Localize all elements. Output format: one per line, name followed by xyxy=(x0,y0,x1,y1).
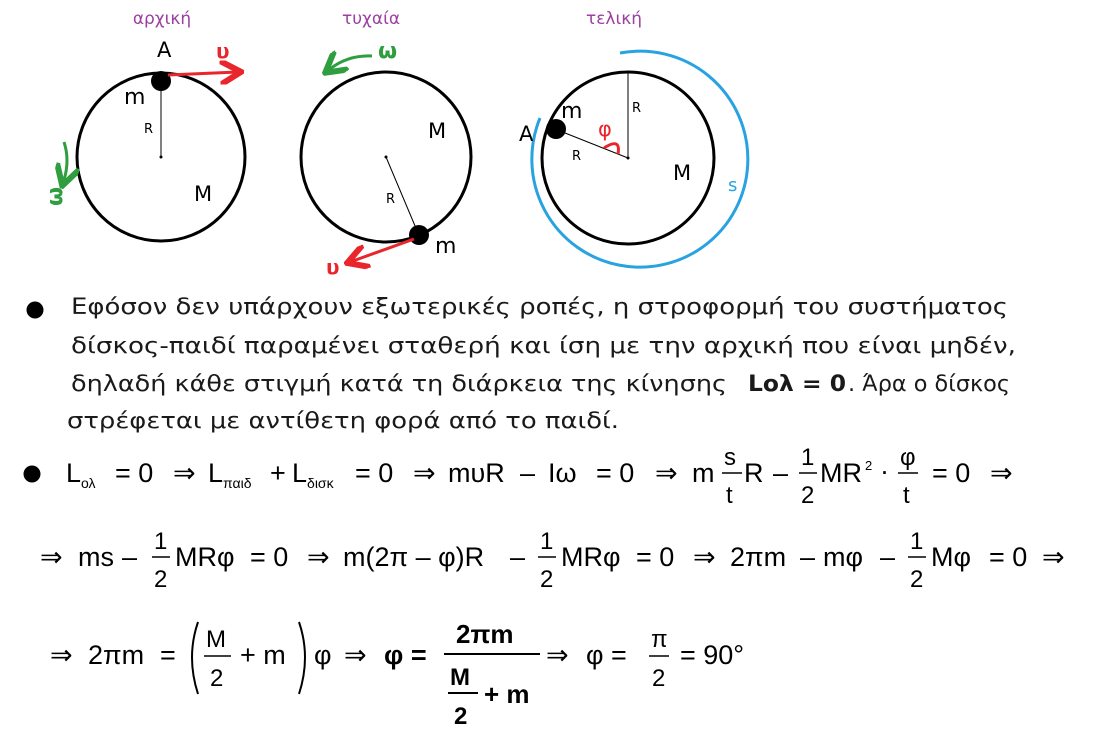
eq3-den-M: M xyxy=(450,664,470,691)
velocity-label-random: υ xyxy=(326,255,340,279)
diagram-initial xyxy=(43,9,245,241)
eq1-eq0-d: = 0 xyxy=(932,458,971,488)
text-line-3b: Lολ = 0 xyxy=(748,372,846,397)
child-mass-random xyxy=(409,225,429,245)
eq1-frac-phi: φ xyxy=(900,444,916,471)
text-line-3c: . Άρα ο δίσκος xyxy=(848,372,1010,397)
explanation-paragraph xyxy=(27,295,1017,434)
equation-1 xyxy=(24,444,1013,509)
velocity-label-initial: υ xyxy=(216,39,230,63)
eq2-eq0-a: = 0 xyxy=(250,542,289,572)
radius-label-initial: R xyxy=(144,122,154,137)
omega-arrow-random xyxy=(330,56,372,69)
eq3-impl-b: ⇒ xyxy=(344,640,367,670)
text-line-4: στρέφεται με αντίθετη φορά από το παιδί. xyxy=(67,409,619,434)
eq2-eq0-c: = 0 xyxy=(989,542,1028,572)
eq3-impl-c: ⇒ xyxy=(546,640,569,670)
eq1-impl-d: ⇒ xyxy=(990,458,1013,488)
eq3-frac-num: 2πm xyxy=(456,619,514,649)
eq3-plus-m: + m xyxy=(240,640,286,670)
eq1-eq0-c: = 0 xyxy=(596,458,635,488)
eq1-frac-t: t xyxy=(726,482,733,509)
eq1-frac-two: 2 xyxy=(801,482,815,509)
eq1-L-paid: $L_{\pi\alpha\iota\delta}$ xyxy=(208,458,252,491)
eq2-MRphi: MRφ xyxy=(175,542,235,572)
eq3-eq: = xyxy=(160,640,176,670)
equation-2 xyxy=(40,528,1065,593)
eq1-impl-a: ⇒ xyxy=(173,458,196,488)
eq2-frac-one-a: 1 xyxy=(154,528,168,555)
disk-label-initial: M xyxy=(194,182,213,206)
eq2-frac-two-c: 2 xyxy=(910,566,924,593)
eq3-den-plus-m: + m xyxy=(484,679,530,709)
point-A-label-initial: A xyxy=(157,38,172,62)
eq2-minus-b: – xyxy=(510,542,526,572)
eq2-impl-b: ⇒ xyxy=(307,542,330,572)
mass-label-final: m xyxy=(561,99,583,124)
eq1-Iw: Ιω xyxy=(548,458,577,488)
eq2-mphi: mφ xyxy=(823,542,863,572)
text-line-3a: δηλαδή κάθε στιγμή κατά τη διάρκεια της κίνησης xyxy=(71,372,727,397)
bullet-2 xyxy=(24,466,41,483)
eq1-frac-s: s xyxy=(724,444,736,471)
eq1-minus-b: – xyxy=(773,458,789,488)
eq3-phi-bold: φ = xyxy=(384,640,427,670)
eq1-R: R xyxy=(744,458,764,488)
eq2-m2pi: m(2π – φ)R xyxy=(343,542,485,572)
text-line-2: δίσκος-παιδί παραμένει σταθερή και ίση με την αρχική που είναι μηδέν, xyxy=(71,334,1017,359)
eq1-eq0-a: = 0 xyxy=(115,458,154,488)
eq1-m: m xyxy=(692,458,715,488)
eq1-dot: · xyxy=(880,456,889,486)
arc-s-label-final: s xyxy=(728,175,738,196)
disk-label-random: M xyxy=(428,119,447,143)
center-dot-final xyxy=(627,157,630,160)
eq1-impl-c: ⇒ xyxy=(655,458,678,488)
eq2-impl-d: ⇒ xyxy=(1042,542,1065,572)
eq3-frac-two-b: 2 xyxy=(652,665,666,692)
eq1-sq: 2 xyxy=(865,458,873,473)
eq2-impl-c: ⇒ xyxy=(693,542,716,572)
point-A-label-final: A xyxy=(519,122,534,146)
disk-label-final: M xyxy=(673,161,692,185)
mass-label-random: m xyxy=(435,234,457,259)
eq3-twopim: 2πm xyxy=(88,640,145,670)
eq1-muR: mυR xyxy=(448,458,505,488)
velocity-arrow-initial xyxy=(168,72,238,75)
eq3-frac-pi: π xyxy=(651,626,668,653)
eq3-frac-M: M xyxy=(206,626,226,653)
eq3-right-paren xyxy=(299,622,305,694)
eq3-impl-a: ⇒ xyxy=(50,640,73,670)
eq1-MR: MR xyxy=(820,458,862,488)
center-dot-random xyxy=(385,156,388,159)
omega-label-random: ω xyxy=(378,39,398,64)
eq2-minus-c: – xyxy=(800,542,816,572)
omega-label-initial: ω xyxy=(43,186,68,206)
eq2-eq0-b: = 0 xyxy=(636,542,675,572)
eq2-frac-one-c: 1 xyxy=(910,528,924,555)
diagram-final xyxy=(519,9,748,267)
eq3-phi-eq: φ = xyxy=(586,640,627,670)
center-dot-initial xyxy=(160,156,163,159)
eq1-minus-a: – xyxy=(520,458,536,488)
radius-label-side-final: R xyxy=(572,149,582,164)
diagram-random xyxy=(301,9,471,279)
eq2-impl-a: ⇒ xyxy=(40,542,63,572)
eq2-ms: ms xyxy=(78,542,114,572)
omega-arrow-initial xyxy=(64,142,67,180)
eq3-phi: φ xyxy=(314,640,332,670)
eq3-den-2: 2 xyxy=(454,703,468,730)
eq2-minus-d: – xyxy=(880,542,896,572)
eq2-minus-a: – xyxy=(122,542,138,572)
radius-label-random: R xyxy=(386,192,396,207)
eq2-frac-two-a: 2 xyxy=(154,566,168,593)
eq3-left-paren xyxy=(192,622,198,694)
eq2-frac-two-b: 2 xyxy=(540,566,554,593)
title-final: τελική xyxy=(585,9,643,29)
eq1-frac-t2: t xyxy=(903,482,910,509)
mass-label-initial: m xyxy=(124,85,146,110)
eq1-impl-b: ⇒ xyxy=(413,458,436,488)
angle-label-final: φ xyxy=(598,117,612,141)
eq2-frac-one-b: 1 xyxy=(540,528,554,555)
eq1-plus: + xyxy=(270,458,286,488)
eq1-frac-one: 1 xyxy=(801,444,815,471)
eq2-twopim: 2πm xyxy=(730,542,787,572)
equation-3 xyxy=(50,619,744,730)
bullet-1 xyxy=(27,302,44,319)
eq1-L-disk: $L_{\delta\iota\sigma\kappa}$ xyxy=(292,458,334,491)
eq3-frac-two: 2 xyxy=(210,665,224,692)
title-initial: αρχική xyxy=(132,9,192,29)
eq2-Mphi: Mφ xyxy=(931,542,971,572)
text-line-1: Εφόσον δεν υπάρχουν εξωτερικές ροπές, η στροφορμή του συστήματος xyxy=(71,295,1008,320)
eq1-L-ol: $L_{o\lambda}$ xyxy=(66,458,96,491)
eq3-result: = 90° xyxy=(680,640,745,670)
radius-label-top-final: R xyxy=(632,101,642,116)
title-random: τυχαία xyxy=(341,9,401,29)
eq2-MRphi-b: MRφ xyxy=(561,542,621,572)
eq1-eq0-b: = 0 xyxy=(355,458,394,488)
